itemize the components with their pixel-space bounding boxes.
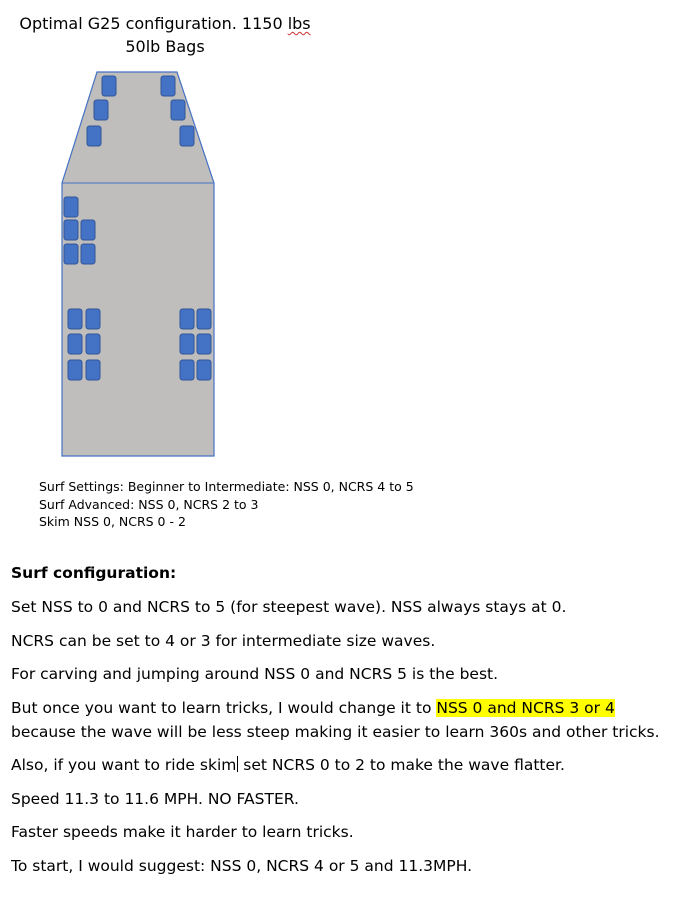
ballast-bag-20 (68, 360, 82, 380)
settings-line-skim: Skim NSS 0, NCRS 0 - 2 (39, 514, 186, 529)
surf-settings-summary (39, 478, 414, 531)
paragraph-nss-ncrs: Set NSS to 0 and NCRS to 5 (for steepest wave). NSS always stays at 0. (11, 598, 567, 616)
ballast-bag-21 (86, 360, 100, 380)
paragraph-suggestion: To start, I would suggest: NSS 0, NCRS 4 or 5 and 11.3MPH. (11, 856, 473, 875)
ballast-bag-11 (81, 244, 95, 264)
ballast-bag-13 (86, 309, 100, 329)
ballast-bag-22 (180, 360, 194, 380)
paragraph-tricks: But once you want to learn tricks, I would change it to NSS 0 and NCRS 3 or 4 because the wave will be less steep making it easier to learn 360s and other tricks. (11, 698, 660, 741)
ballast-bag-18 (180, 334, 194, 354)
settings-line-advanced: Surf Advanced: NSS 0, NCRS 2 to 3 (39, 496, 259, 512)
ballast-bag-8 (64, 220, 78, 240)
ballast-bag-9 (81, 220, 95, 240)
ballast-bag-1 (102, 76, 116, 96)
paragraph-carving: For carving and jumping around NSS 0 and NCRS 5 is the best. (11, 665, 499, 683)
ballast-bag-14 (180, 309, 194, 329)
ballast-bag-7 (64, 197, 78, 217)
ballast-bag-17 (86, 334, 100, 354)
paragraph-skim: Also, if you want to ride skim set NCRS 0 to 2 to make the wave flatter. (11, 756, 565, 774)
spellcheck-underlined-word: lbs (287, 14, 311, 33)
paragraph-faster-speeds: Faster speeds make it harder to learn tricks. (11, 823, 354, 841)
ballast-bag-4 (171, 100, 185, 120)
paragraph-intermediate: NCRS can be set to 4 or 3 for intermediate size waves. (11, 631, 436, 650)
ballast-bag-12 (68, 309, 82, 329)
title-line-2: 50lb Bags (125, 37, 205, 56)
ballast-bag-19 (197, 334, 211, 354)
ballast-bag-6 (180, 126, 194, 146)
highlighted-setting: NSS 0 and NCRS 3 or 4 (436, 698, 615, 717)
ballast-bag-16 (68, 334, 82, 354)
ballast-bag-15 (197, 309, 211, 329)
title-line-1: Optimal G25 configuration. 1150 lbs (19, 14, 311, 33)
ballast-bag-5 (87, 126, 101, 146)
surf-configuration-notes (11, 561, 673, 887)
ballast-bag-3 (94, 100, 108, 120)
ballast-bag-23 (197, 360, 211, 380)
section-heading: Surf configuration: (11, 564, 177, 582)
paragraph-speed: Speed 11.3 to 11.6 MPH. NO FASTER. (11, 789, 299, 808)
ballast-bag-2 (161, 76, 175, 96)
ballast-bag-10 (64, 244, 78, 264)
settings-line-beginner: Surf Settings: Beginner to Intermediate: NSS 0, NCRS 4 to 5 (39, 479, 414, 494)
